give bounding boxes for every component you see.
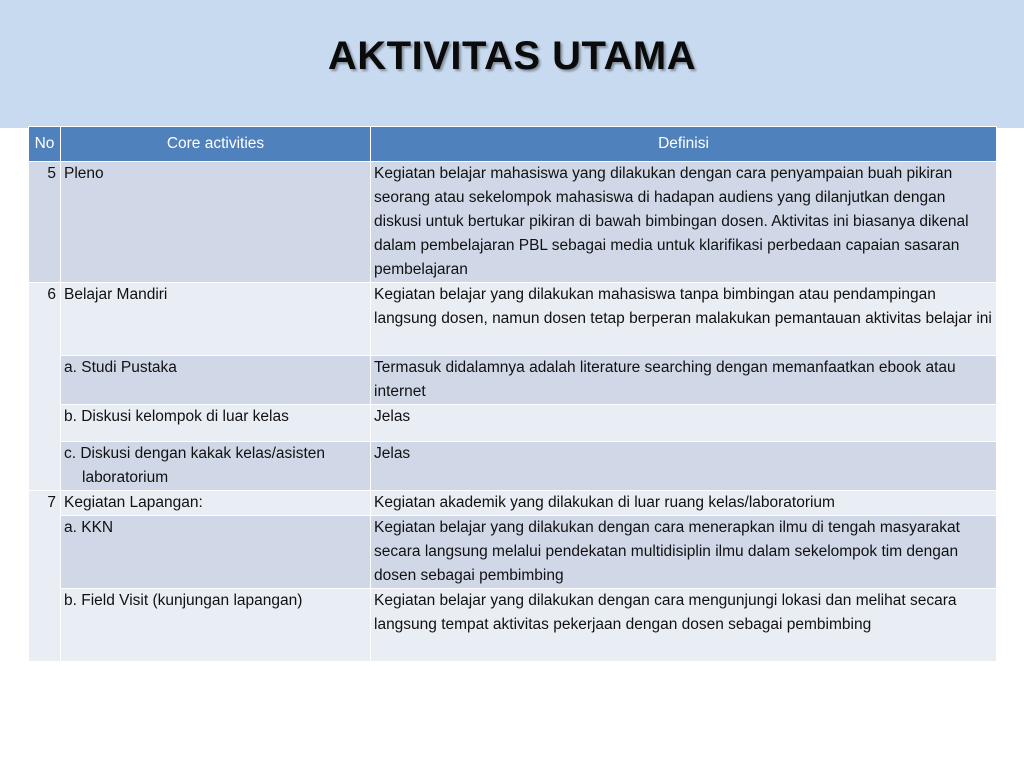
activity-cell: Kegiatan Lapangan:: [61, 491, 371, 516]
definition-cell: Kegiatan belajar yang dilakukan dengan cara mengunjungi lokasi dan melihat secara langsung tempat aktivitas pekerjaan dengan dosen sebagai pembimbing: [371, 589, 997, 662]
activity-cell: a. KKN: [61, 516, 371, 589]
definition-cell: Kegiatan belajar yang dilakukan mahasiswa tanpa bimbingan atau pendampingan langsung dosen, namun dosen tetap berperan malakukan pemantauan aktivitas belajar ini: [371, 283, 997, 356]
activity-cell: b. Field Visit (kunjungan lapangan): [61, 589, 371, 662]
row-number: 7: [29, 491, 61, 662]
definition-cell: Termasuk didalamnya adalah literature searching dengan memanfaatkan ebook atau internet: [371, 356, 997, 405]
table-row: [29, 589, 997, 662]
activities-table: [28, 126, 997, 662]
activity-cell: a. Studi Pustaka: [61, 356, 371, 405]
header-definisi: Definisi: [371, 127, 997, 162]
slide-title: AKTIVITAS UTAMA: [327, 34, 697, 78]
definition-cell: Jelas: [371, 405, 997, 442]
activity-cell: b. Diskusi kelompok di luar kelas: [61, 405, 371, 442]
table-row: [29, 356, 997, 405]
definition-cell: Kegiatan belajar yang dilakukan dengan cara menerapkan ilmu di tengah masyarakat secara langsung melalui pendekatan multidisiplin ilmu dalam sekelompok tim dengan dosen sebagai pembimbing: [371, 516, 997, 589]
table-row: [29, 442, 997, 491]
table-row: [29, 162, 997, 283]
activity-cell: Belajar Mandiri: [61, 283, 371, 356]
header-no: No: [29, 127, 61, 162]
table-header-row: [29, 127, 997, 162]
definition-cell: Kegiatan belajar mahasiswa yang dilakukan dengan cara penyampaian buah pikiran seorang atau sekelompok mahasiswa di hadapan audiens yang dilanjutkan dengan diskusi untuk bertukar pikiran di bawah bimbingan dosen. Aktivitas ini biasanya dikenal dalam pembelajaran PBL sebagai media untuk klarifikasi perbedaan capaian sasaran pembelajaran: [371, 162, 997, 283]
row-number: 6: [29, 283, 61, 491]
activity-cell: c. Diskusi dengan kakak kelas/asisten laboratorium: [64, 445, 326, 486]
activity-cell-wrap: [61, 442, 371, 491]
table-row: [29, 516, 997, 589]
definition-cell: Kegiatan akademik yang dilakukan di luar ruang kelas/laboratorium: [371, 491, 997, 516]
table-row: [29, 283, 997, 356]
definition-cell: Jelas: [371, 442, 997, 491]
row-number: 5: [29, 162, 61, 283]
activity-cell: Pleno: [61, 162, 371, 283]
table-row: [29, 491, 997, 516]
header-core-activities: Core activities: [61, 127, 371, 162]
table-row: [29, 405, 997, 442]
